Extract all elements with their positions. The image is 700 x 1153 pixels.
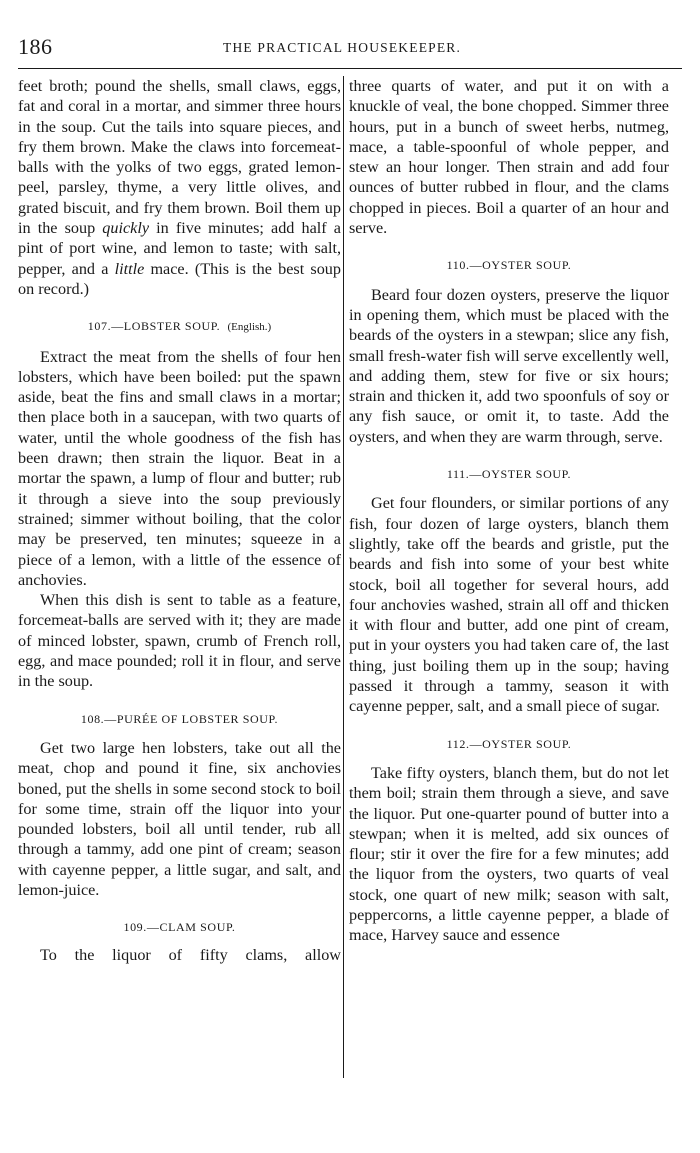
page-number: 186 bbox=[18, 34, 53, 59]
recipe-111-paragraph: Get four flounders, or similar portions of any fish, four dozen of large oysters, blanch them slightly, take off the beards and gristle, put the beards and fish into some of your best white stock, boil all together for several hours, add four anchovies washed, strain all off and thicken it with flour and butter, add one pint of cream, put in your oysters you had taken care of, the last thing, just boiling them up in the soup; having passed it through a tammy, season it with cayenne pepper, salt, and a small piece of sugar. bbox=[349, 494, 669, 716]
recipe-107-paragraph-1: Extract the meat from the shells of four hen lobsters, which have been boiled: put the spawn aside, beat the fins and small claws in a mortar; then place both in a saucepan, with two quarts of water, until the whole goodness of the fish has been drawn; then strain the liquor. Beat in a mortar the spawn, a lump of flour and butter; rub it through a sieve into the soup previously strained; simmer without boiling, that the color may be preserved, ten minutes; squeeze in a piece of a lemon, with a little of the essence of anchovies. bbox=[18, 347, 341, 589]
recipe-109-paragraph: To the liquor of fifty clams, allow bbox=[40, 945, 341, 964]
recipe-note-107: (English.) bbox=[227, 321, 272, 334]
page-header bbox=[18, 34, 682, 64]
recipe-112-paragraph: Take fifty oysters, blanch them, but do not let them boil; strain them through a sieve, and save the liquor. Put one-quarter pound of butter into a stewpan; when it is melted, add six ounces of flour; stir it over the fire for a few minutes; add the liquor from the oysters, two quarts of veal stock, one quart of new milk; season with salt, peppercorns, a little cayenne pepper, a blade of mace, Harvey sauce and essence bbox=[349, 763, 669, 945]
recipe-109-continued: three quarts of water, and put it on with a knuckle of veal, the bone chopped. Simmer three hours, put in a bunch of sweet herbs, nutmeg, mace, a table-spoonful of whole pepper, and stew an hour longer. Then strain and add four ounces of butter rubbed in flour, and the clams chopped in pieces. Boil a quarter of an hour and serve. bbox=[349, 77, 669, 238]
running-title: THE PRACTICAL HOUSEKEEPER. bbox=[223, 40, 462, 55]
recipe-title-107: 107.—LOBSTER SOUP. (English.) bbox=[87, 319, 272, 334]
recipe-108-paragraph: Get two large hen lobsters, take out all the meat, chop and pound it fine, six anchovies boned, put the shells in some second stock to boil for some time, strain off the liquor into your pounded lobsters, boil all until tender, rub all through a tammy, add one pint of cream; season with cayenne pepper, a little sugar, and salt, and lemon-juice. bbox=[18, 738, 341, 899]
right-column bbox=[349, 76, 669, 946]
recipe-title-109: 109.—CLAM SOUP. bbox=[123, 920, 236, 935]
column-divider bbox=[343, 76, 344, 1078]
recipe-110-paragraph: Beard four dozen oysters, preserve the liquor in opening them, which must be placed with the beards of the oysters in a stewpan; slice any fish, small fresh-water fish will serve excellently well, and adding them, stew for five or six hours; strain and thicken it, add two spoonfuls of soy or any fish sauce, or omit it, to taste. Add the oysters, and when they are warm through, serve. bbox=[349, 285, 669, 446]
recipe-title-112: 112.—OYSTER SOUP. bbox=[446, 736, 572, 751]
recipe-107-paragraph-2: When this dish is sent to table as a feature, forcemeat-balls are served with it; they are made of minced lobster, spawn, crumb of French roll, egg, and mace pounded; roll it in flour, and serve in the soup. bbox=[18, 591, 341, 691]
recipe-title-110: 110.—OYSTER SOUP. bbox=[446, 258, 572, 273]
recipe-title-108: 108.—PURÉE OF LOBSTER SOUP. bbox=[80, 711, 279, 726]
header-rule bbox=[18, 68, 682, 69]
recipe-title-111: 111.—OYSTER SOUP. bbox=[446, 467, 572, 482]
left-column bbox=[18, 76, 341, 965]
continued-recipe-text: feet broth; pound the shells, small claws, eggs, fat and coral in a mortar, and simmer three hours in the soup. Cut the tails into square pieces, and fry them brown. Make the claws into forcemeat-balls with the yolks of two eggs, grated lemon-peel, parsley, thyme, a very little olives, and grated biscuit, and fry them brown. Boil them up in the soup quickly in five minutes; add half a pint of port wine, and lemon to taste; with salt, pepper, and a little mace. (This is the best soup on record.) bbox=[18, 77, 341, 298]
